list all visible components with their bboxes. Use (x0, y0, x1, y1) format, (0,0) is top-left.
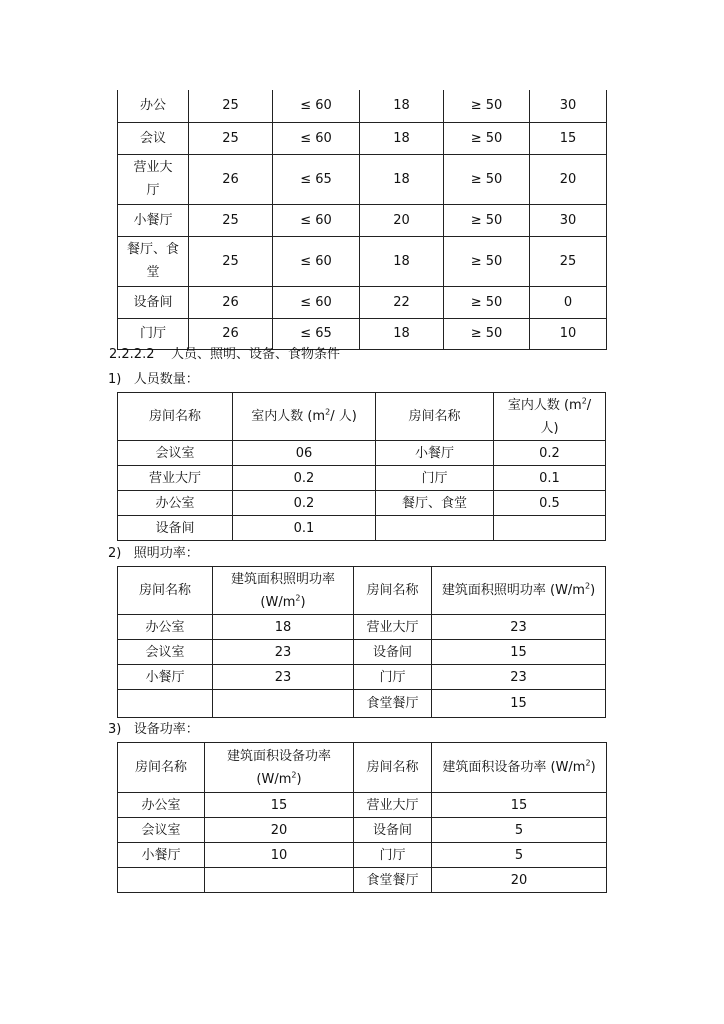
cell-value: 0 (530, 286, 607, 318)
cell-value: 0.2 (494, 441, 606, 466)
cell-value: ≤ 65 (273, 318, 360, 349)
room-name: 食堂餐厅 (354, 868, 432, 893)
cell-value: ≥ 50 (444, 236, 530, 286)
cell-value: 18 (360, 236, 444, 286)
column-header: 建筑面积设备功率 $(W/m^2)$ (205, 743, 354, 793)
room-name: 餐厅、食堂 (376, 491, 494, 516)
room-name: 会议 (118, 122, 189, 154)
room-name: 设备间 (118, 286, 189, 318)
cell-value: 18 (213, 615, 354, 640)
cell-value: ≤ 65 (273, 154, 360, 204)
table-row (118, 868, 607, 893)
room-name: 办公室 (118, 491, 233, 516)
cell-value: ≥ 50 (444, 204, 530, 236)
cell-value (213, 690, 354, 718)
cell-value: 23 (213, 640, 354, 665)
cell-value: 26 (189, 154, 273, 204)
cell-value: 18 (360, 90, 444, 122)
table-row (118, 204, 607, 236)
room-name (118, 868, 205, 893)
cell-value: ≥ 50 (444, 286, 530, 318)
room-name: 门厅 (354, 843, 432, 868)
cell-value: ≤ 60 (273, 286, 360, 318)
cell-value: ≤ 60 (273, 122, 360, 154)
cell-value: 23 (432, 665, 606, 690)
room-name: 门厅 (118, 318, 189, 349)
cell-value: 0.1 (494, 466, 606, 491)
room-name: 营业大厅 (354, 793, 432, 818)
column-header: 房间名称 (354, 567, 432, 615)
cell-value: ≤ 60 (273, 236, 360, 286)
cell-value: 26 (189, 286, 273, 318)
cell-value: 20 (360, 204, 444, 236)
occupancy-heading: 1) 人员数量： (108, 372, 199, 387)
column-header: 建筑面积设备功率 $(W/m^2)$ (432, 743, 607, 793)
room-name: 小餐厅 (118, 665, 213, 690)
column-header: 建筑面积照明功率 $(W/m^2)$ (213, 567, 354, 615)
lighting-table (117, 566, 606, 718)
table-header-row (118, 393, 606, 441)
indoor-parameters-table (117, 90, 607, 350)
room-name: 设备间 (354, 640, 432, 665)
table-row (118, 466, 606, 491)
cell-value: 10 (205, 843, 354, 868)
cell-value: 25 (189, 90, 273, 122)
table-row (118, 90, 607, 122)
cell-value: 5 (432, 818, 607, 843)
table-row (118, 236, 607, 286)
room-name: 办公 (118, 90, 189, 122)
cell-value: 18 (360, 154, 444, 204)
cell-value: 30 (530, 90, 607, 122)
cell-value: 22 (360, 286, 444, 318)
cell-value: 15 (205, 793, 354, 818)
cell-value: ≥ 50 (444, 90, 530, 122)
table-header-row (118, 743, 607, 793)
cell-value: ≥ 50 (444, 318, 530, 349)
cell-value: 0.2 (233, 491, 376, 516)
cell-value: 18 (360, 122, 444, 154)
room-name: 会议室 (118, 441, 233, 466)
cell-value: ≥ 50 (444, 122, 530, 154)
cell-value: 15 (432, 690, 606, 718)
cell-value: 15 (530, 122, 607, 154)
section-heading: 2.2.2.2 人员、照明、设备、食物条件 (109, 347, 341, 362)
table-row (118, 793, 607, 818)
cell-value: 30 (530, 204, 607, 236)
room-name: 门厅 (376, 466, 494, 491)
cell-value: 23 (213, 665, 354, 690)
occupancy-table (117, 392, 606, 541)
column-header: 室内人数 ($m^2/$ 人) (233, 393, 376, 441)
table-row (118, 441, 606, 466)
room-name: 小餐厅 (118, 843, 205, 868)
room-name: 办公室 (118, 793, 205, 818)
cell-value: 0.2 (233, 466, 376, 491)
room-name: 食堂餐厅 (354, 690, 432, 718)
cell-value: ≥ 50 (444, 154, 530, 204)
cell-value: 26 (189, 318, 273, 349)
room-name: 小餐厅 (376, 441, 494, 466)
table-row (118, 640, 606, 665)
column-header: 室内人数 ($m^2/$ 人) (494, 393, 606, 441)
table-row (118, 690, 606, 718)
cell-value: ≤ 60 (273, 204, 360, 236)
cell-value: 23 (432, 615, 606, 640)
table-row (118, 843, 607, 868)
cell-value: 5 (432, 843, 607, 868)
room-name: 营业大 厅 (118, 154, 189, 204)
room-name (376, 516, 494, 541)
cell-value: ≤ 60 (273, 90, 360, 122)
room-name: 会议室 (118, 640, 213, 665)
table-row (118, 615, 606, 640)
table-row (118, 154, 607, 204)
equipment-table (117, 742, 607, 893)
room-name: 办公室 (118, 615, 213, 640)
cell-value: 15 (432, 640, 606, 665)
cell-value: 25 (530, 236, 607, 286)
column-header: 房间名称 (118, 743, 205, 793)
cell-value: 20 (530, 154, 607, 204)
cell-value: 06 (233, 441, 376, 466)
room-name: 小餐厅 (118, 204, 189, 236)
room-name: 营业大厅 (118, 466, 233, 491)
table-row (118, 318, 607, 349)
cell-value: 20 (205, 818, 354, 843)
column-header: 房间名称 (376, 393, 494, 441)
column-header: 房间名称 (354, 743, 432, 793)
cell-value (494, 516, 606, 541)
table-row (118, 286, 607, 318)
cell-value: 10 (530, 318, 607, 349)
cell-value: 20 (432, 868, 607, 893)
cell-value: 25 (189, 236, 273, 286)
column-header: 房间名称 (118, 393, 233, 441)
column-header: 建筑面积照明功率 $(W/m^2)$ (432, 567, 606, 615)
table-row (118, 122, 607, 154)
room-name (118, 690, 213, 718)
table-header-row (118, 567, 606, 615)
room-name: 设备间 (354, 818, 432, 843)
cell-value: 0.5 (494, 491, 606, 516)
cell-value: 25 (189, 204, 273, 236)
column-header: 房间名称 (118, 567, 213, 615)
room-name: 营业大厅 (354, 615, 432, 640)
room-name: 门厅 (354, 665, 432, 690)
room-name: 餐厅、食 堂 (118, 236, 189, 286)
cell-value: 15 (432, 793, 607, 818)
cell-value: 18 (360, 318, 444, 349)
table-row (118, 818, 607, 843)
cell-value (205, 868, 354, 893)
table-row (118, 665, 606, 690)
table-row (118, 491, 606, 516)
lighting-heading: 2) 照明功率： (108, 546, 199, 561)
table-row (118, 516, 606, 541)
room-name: 会议室 (118, 818, 205, 843)
equipment-heading: 3) 设备功率： (108, 722, 199, 737)
cell-value: 25 (189, 122, 273, 154)
cell-value: 0.1 (233, 516, 376, 541)
room-name: 设备间 (118, 516, 233, 541)
